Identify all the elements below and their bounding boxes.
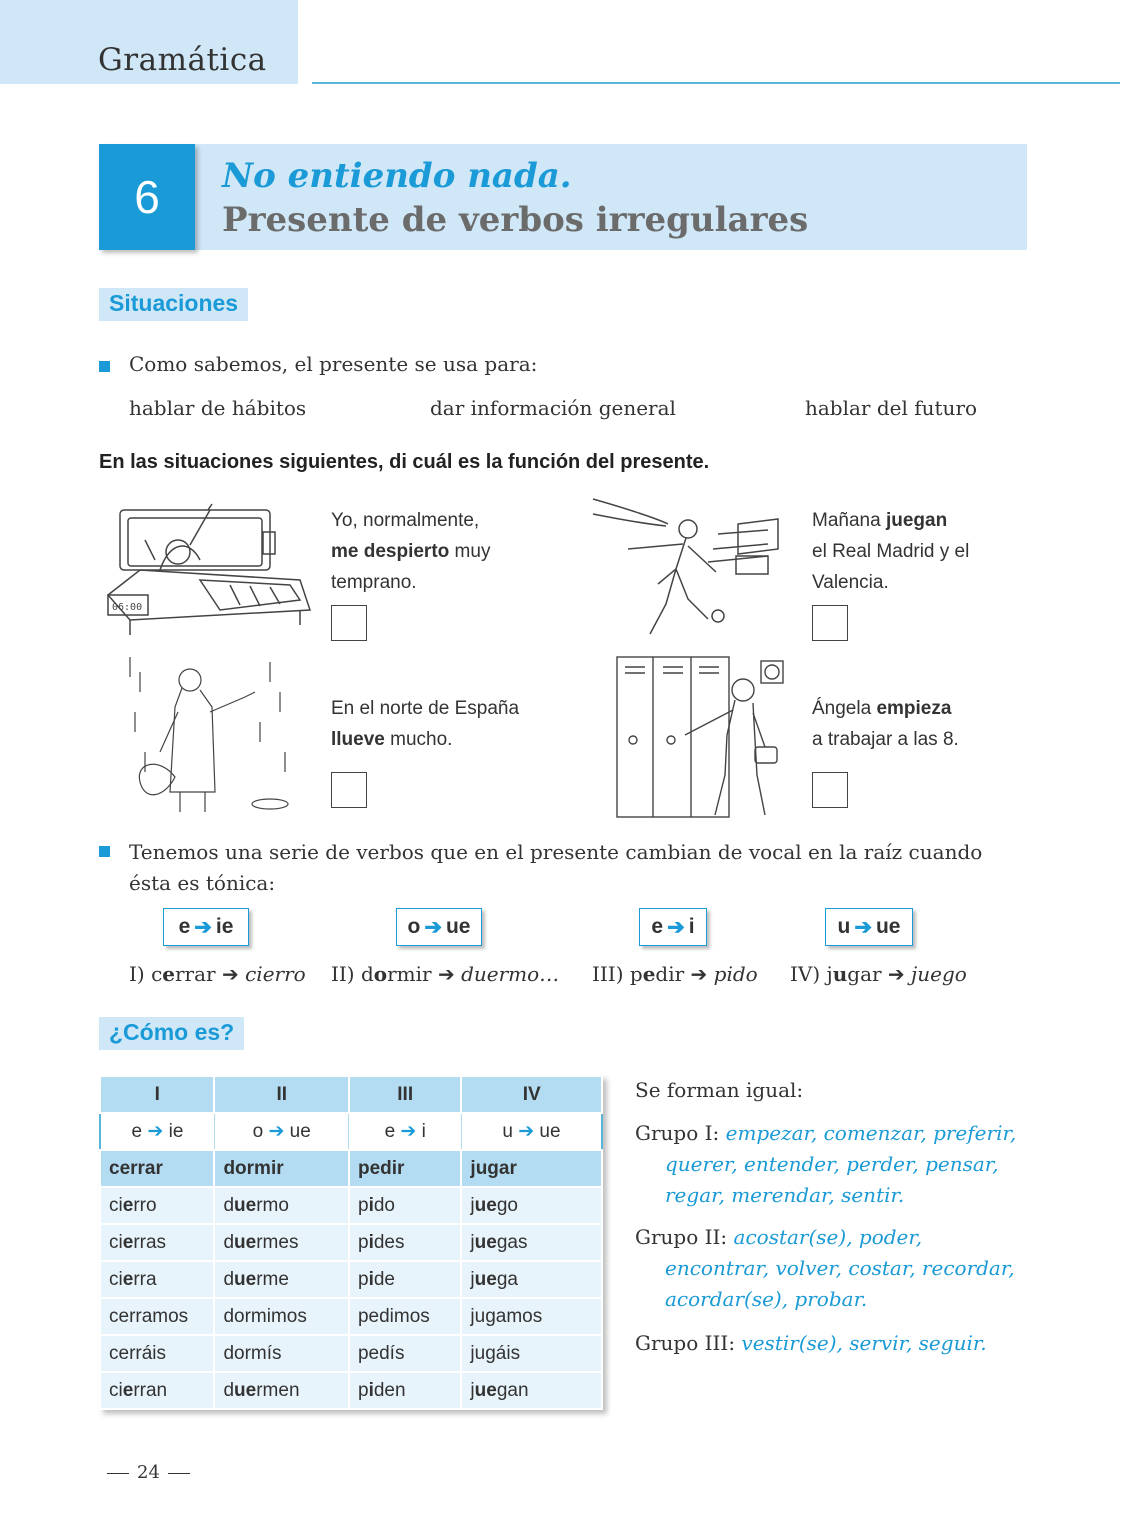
- verb-highlight: me despierto: [331, 541, 450, 562]
- group-header: IV: [461, 1076, 602, 1113]
- situation-2-text: Mañana juegan el Real Madrid y el Valencia.: [812, 510, 970, 593]
- conjugation-cell: pedimos: [349, 1298, 461, 1335]
- grupo-3: Grupo III: vestir(se), servir, seguir.: [635, 1331, 987, 1355]
- bullet-icon: [99, 361, 110, 372]
- conjugation-cell: juego: [461, 1187, 602, 1224]
- conjugation-cell: jugamos: [461, 1298, 602, 1335]
- answer-box-4[interactable]: [812, 772, 848, 808]
- table-row: [100, 1372, 602, 1409]
- header-rule: [312, 82, 1120, 84]
- arrow-icon: ➔: [887, 962, 905, 986]
- vowel-change-cell: e ➔ ie: [100, 1113, 214, 1150]
- rule-box-e-ie: e ➔ ie: [163, 908, 249, 946]
- conjugation-cell: cierra: [100, 1261, 214, 1298]
- conjugation-cell: pido: [349, 1187, 461, 1224]
- vowel-change-intro: Tenemos una serie de verbos que en el presente cambian de vocal en la raíz cuando ésta es tónica:: [129, 840, 983, 895]
- situation-3-text: En el norte de España llueve mucho.: [331, 698, 520, 750]
- conjugation-cell: juega: [461, 1261, 602, 1298]
- exercise-instruction: En las situaciones siguientes, di cuál es la función del presente.: [99, 451, 710, 473]
- vowel-change-cell: u ➔ ue: [461, 1113, 602, 1150]
- grupo-2: Grupo II: acostar(se), poder, encontrar, volver, costar, recordar, acordar(se), probar.: [635, 1225, 1015, 1311]
- woman-in-rain-illustration: [120, 652, 300, 817]
- group-header: I: [100, 1076, 214, 1113]
- chapter-number: 6: [99, 144, 195, 250]
- conjugation-cell: duermen: [214, 1372, 349, 1409]
- rule-box-o-ue: o ➔ ue: [396, 908, 482, 946]
- group-header: III: [349, 1076, 461, 1113]
- example-iii: III) pedir ➔ pido: [592, 962, 758, 986]
- conjugation-table: [99, 1075, 603, 1410]
- bullet-icon: [99, 846, 110, 857]
- same-form-title: Se forman igual:: [635, 1078, 804, 1102]
- conjugation-cell: pides: [349, 1224, 461, 1261]
- infinitive-cell: pedir: [349, 1150, 461, 1187]
- situation-1-text: Yo, normalmente, me despierto muy temprano.: [331, 510, 491, 593]
- situation-4-text: Ángela empieza a trabajar a las 8.: [812, 698, 959, 750]
- arrow-icon: ➔: [437, 962, 455, 986]
- conjugation-cell: duerme: [214, 1261, 349, 1298]
- conjugation-cell: jugáis: [461, 1335, 602, 1372]
- example-i: I) cerrar ➔ cierro: [129, 962, 306, 986]
- verb-highlight: empieza: [876, 698, 952, 719]
- conjugation-cell: dormís: [214, 1335, 349, 1372]
- conjugation-cell: duermes: [214, 1224, 349, 1261]
- infinitive-row: [100, 1150, 602, 1187]
- conjugation-cell: cierras: [100, 1224, 214, 1261]
- table-row: [100, 1335, 602, 1372]
- table-row: [100, 1224, 602, 1261]
- verb-highlight: llueve: [331, 729, 385, 750]
- example-iv: IV) jugar ➔ juego: [790, 962, 967, 986]
- conjugation-cell: cerramos: [100, 1298, 214, 1335]
- vowel-change-row: [100, 1113, 602, 1150]
- table-row: [100, 1261, 602, 1298]
- section-title: Gramática: [98, 42, 267, 78]
- infinitive-cell: dormir: [214, 1150, 349, 1187]
- chapter-title: No entiendo nada.: [222, 156, 572, 196]
- answer-box-3[interactable]: [331, 772, 367, 808]
- arrow-icon: ➔: [854, 915, 872, 939]
- arrow-icon: ➔: [147, 1121, 164, 1142]
- page-number: 24: [99, 1462, 198, 1483]
- conjugation-cell: piden: [349, 1372, 461, 1409]
- situaciones-heading: Situaciones: [99, 288, 248, 321]
- use-habits: hablar de hábitos: [129, 396, 307, 420]
- conjugation-cell: cierran: [100, 1372, 214, 1409]
- conjugation-cell: juegas: [461, 1224, 602, 1261]
- conjugation-cell: juegan: [461, 1372, 602, 1409]
- football-player-illustration: [588, 494, 788, 640]
- chapter-subtitle: Presente de verbos irregulares: [222, 200, 809, 240]
- uses-intro: Como sabemos, el presente se usa para:: [129, 352, 538, 376]
- arrow-icon: ➔: [194, 915, 212, 939]
- arrow-icon: ➔: [690, 962, 708, 986]
- como-es-heading: ¿Cómo es?: [99, 1017, 244, 1050]
- conjugation-cell: dormimos: [214, 1298, 349, 1335]
- woman-at-lockers-illustration: [615, 655, 790, 820]
- rule-box-e-i: e ➔ i: [639, 908, 707, 946]
- arrow-icon: ➔: [518, 1121, 535, 1142]
- conjugation-cell: cerráis: [100, 1335, 214, 1372]
- man-waking-illustration: [100, 500, 320, 640]
- answer-box-2[interactable]: [812, 605, 848, 641]
- use-general-info: dar información general: [430, 396, 676, 420]
- arrow-icon: ➔: [667, 915, 685, 939]
- answer-box-1[interactable]: [331, 605, 367, 641]
- verb-highlight: juegan: [885, 510, 948, 531]
- rule-box-u-ue: u ➔ ue: [825, 908, 913, 946]
- infinitive-cell: cerrar: [100, 1150, 214, 1187]
- vowel-change-cell: o ➔ ue: [214, 1113, 349, 1150]
- arrow-icon: ➔: [424, 915, 442, 939]
- vowel-change-cell: e ➔ i: [349, 1113, 461, 1150]
- conjugation-cell: pide: [349, 1261, 461, 1298]
- group-header: II: [214, 1076, 349, 1113]
- alarm-clock-text: 06:00: [112, 602, 143, 613]
- arrow-icon: ➔: [221, 962, 239, 986]
- conjugation-cell: cierro: [100, 1187, 214, 1224]
- infinitive-cell: jugar: [461, 1150, 602, 1187]
- conjugation-cell: pedís: [349, 1335, 461, 1372]
- example-ii: II) dormir ➔ duermo…: [331, 962, 560, 986]
- table-row: [100, 1298, 602, 1335]
- arrow-icon: ➔: [268, 1121, 285, 1142]
- grupo-1: Grupo I: empezar, comenzar, preferir, querer, entender, perder, pensar, regar, merendar, sentir.: [635, 1121, 1017, 1207]
- arrow-icon: ➔: [400, 1121, 417, 1142]
- table-header-row: [100, 1076, 602, 1113]
- use-future: hablar del futuro: [805, 396, 978, 420]
- table-row: [100, 1187, 602, 1224]
- conjugation-cell: duermo: [214, 1187, 349, 1224]
